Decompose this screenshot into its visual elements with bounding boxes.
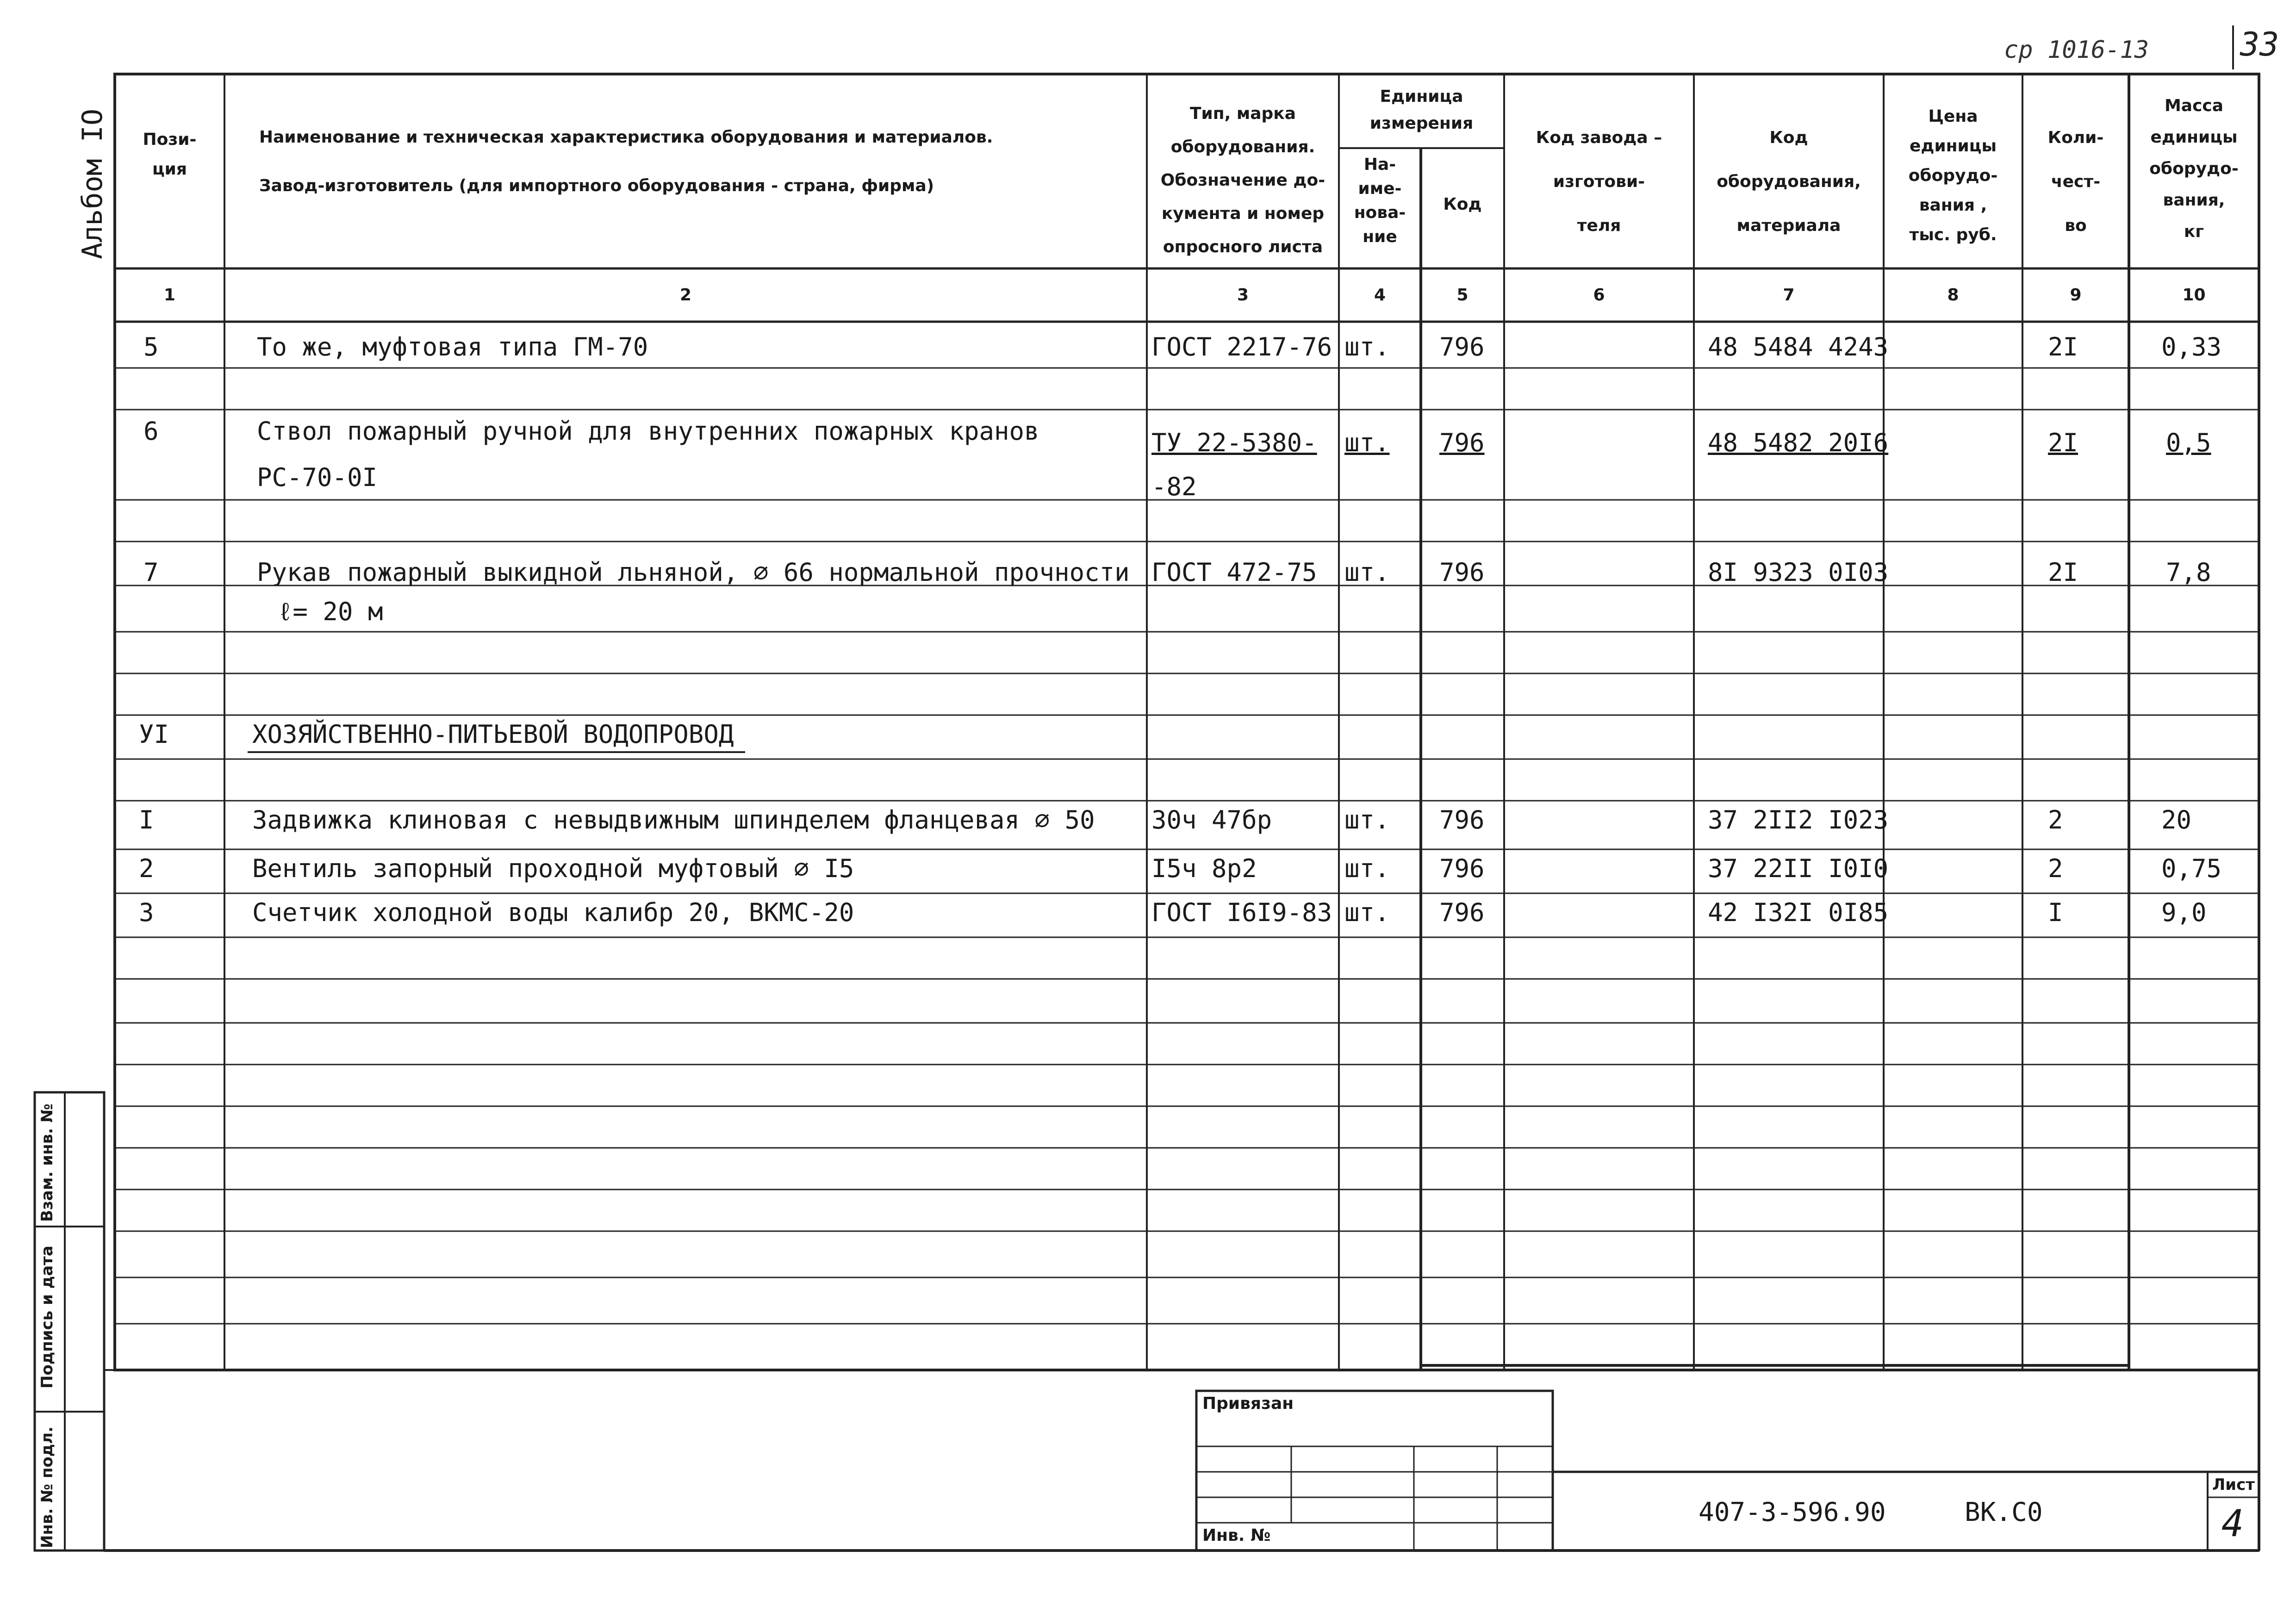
row-type: ГОСТ I6I9-83	[1151, 898, 1332, 927]
row-unit: шт.	[1344, 558, 1390, 587]
row-position: 5	[143, 332, 159, 361]
row-quantity: 2I	[2048, 558, 2078, 587]
row-unit-code: 796	[1439, 805, 1485, 835]
document-mark: ВК.С0	[1965, 1497, 2043, 1527]
row-type: ГОСТ 472-75	[1151, 558, 1317, 587]
row-quantity: I	[2048, 898, 2063, 927]
row-position: 6	[143, 417, 159, 446]
row-position: 3	[139, 898, 154, 927]
row-name: Вентиль запорный проходной муфтовый ∅ I5	[252, 854, 854, 883]
col-num-10: 10	[2182, 286, 2206, 305]
stamp-vzam-inv: Взам. инв. №	[38, 1103, 56, 1222]
row-quantity: 2	[2048, 854, 2063, 883]
row-unit-code: 796	[1439, 558, 1485, 587]
row-name: Счетчик холодной воды калибр 20, ВКМС-20	[252, 898, 854, 927]
header-equipment-code: Код оборудования, материала	[1717, 128, 1861, 235]
header-unit-name: На- име- нова- ние	[1354, 155, 1406, 246]
row-type: ТУ 22-5380-	[1151, 428, 1317, 457]
row-position: I	[139, 805, 154, 835]
col-num-8: 8	[1947, 286, 1959, 305]
header-mass: Масса единицы оборудо- вания, кг	[2149, 96, 2239, 241]
row-unit: шт.	[1344, 898, 1390, 927]
row-unit: шт.	[1344, 805, 1390, 835]
row-name-continued: ℓ= 20 м	[278, 597, 383, 626]
stamp-inv-podl: Инв. № подл.	[38, 1426, 56, 1548]
col-num-5: 5	[1456, 286, 1468, 305]
header-plant-code: Код завода – изготови- теля	[1536, 128, 1662, 235]
header-unit: Единица измерения	[1369, 87, 1474, 133]
row-mass: 7,8	[2166, 558, 2211, 587]
row-name: Задвижка клиновая с невыдвижным шпинделем фланцевая ∅ 50	[252, 805, 1095, 835]
header-position: Пози- ция	[143, 130, 197, 179]
list-number: 4	[2221, 1502, 2244, 1545]
row-type: I5ч 8р2	[1151, 854, 1257, 883]
album-label: Альбом IO	[76, 108, 109, 259]
row-position: 2	[139, 854, 154, 883]
row-mass: 0,33	[2161, 332, 2222, 361]
row-type-continued: -82	[1151, 472, 1197, 501]
list-label: Лист	[2212, 1476, 2255, 1494]
row-name: Рукав пожарный выкидной льняной, ∅ 66 нормальной прочности	[257, 558, 1130, 587]
col-num-1: 1	[163, 286, 176, 305]
row-unit-code: 796	[1439, 428, 1485, 457]
header-price: Цена единицы оборудо- вания , тыс. руб.	[1908, 107, 1998, 244]
stamp-podpis-data: Подпись и дата	[38, 1246, 56, 1389]
row-equipment-code: 48 5484 4243	[1708, 332, 1889, 361]
col-num-6: 6	[1593, 286, 1605, 305]
header-name-line1: Наименование и техническая характеристика оборудования и материалов.	[259, 128, 993, 147]
row-name-continued: РС-70-0I	[257, 463, 378, 492]
row-equipment-code: 37 2II2 I023	[1708, 805, 1889, 835]
row-unit-code: 796	[1439, 332, 1485, 361]
row-type: ГОСТ 2217-76	[1151, 332, 1332, 361]
header-unit-code: Код	[1443, 195, 1482, 214]
row-unit: шт.	[1344, 428, 1390, 457]
row-equipment-code: 42 I32I 0I85	[1708, 898, 1889, 927]
row-mass: 0,75	[2161, 854, 2222, 883]
col-num-2: 2	[679, 286, 692, 305]
col-num-3: 3	[1237, 286, 1249, 305]
row-quantity: 2I	[2048, 428, 2078, 457]
section-title: ХОЗЯЙСТВЕННО-ПИТЬЕВОЙ ВОДОПРОВОД	[252, 720, 734, 749]
document-code: 407-3-596.90	[1699, 1497, 1886, 1527]
row-unit-code: 796	[1439, 854, 1485, 883]
row-quantity: 2I	[2048, 332, 2078, 361]
row-quantity: 2	[2048, 805, 2063, 835]
header-name-line2: Завод-изготовитель (для импортного оборудования - страна, фирма)	[259, 176, 934, 195]
stamp-privyazan: Привязан	[1202, 1394, 1294, 1413]
row-name: Ствол пожарный ручной для внутренних пожарных кранов	[257, 417, 1039, 446]
handwritten-code: ср 1016-13	[2004, 36, 2149, 64]
section-position: УI	[139, 720, 169, 749]
row-equipment-code: 37 22II I0I0	[1708, 854, 1889, 883]
row-mass: 9,0	[2161, 898, 2207, 927]
row-unit: шт.	[1344, 332, 1390, 361]
stamp-inv-no: Инв. №	[1202, 1526, 1271, 1545]
row-unit-code: 796	[1439, 898, 1485, 927]
row-mass: 0,5	[2166, 428, 2211, 457]
sheet-top-number: 33	[2240, 25, 2279, 63]
row-name: То же, муфтовая типа ГМ-70	[257, 332, 648, 361]
row-equipment-code: 48 5482 20I6	[1708, 428, 1889, 457]
col-num-9: 9	[2070, 286, 2082, 305]
row-type: 30ч 47бр	[1151, 805, 1272, 835]
row-mass: 20	[2161, 805, 2192, 835]
header-quantity: Коли- чест- во	[2047, 128, 2104, 235]
row-unit: шт.	[1344, 854, 1390, 883]
row-position: 7	[143, 558, 159, 587]
header-type: Тип, марка оборудования. Обозначение до- кумента и номер опросного листа	[1160, 104, 1325, 256]
row-equipment-code: 8I 9323 0I03	[1708, 558, 1889, 587]
col-num-7: 7	[1783, 286, 1795, 305]
col-num-4: 4	[1374, 286, 1386, 305]
